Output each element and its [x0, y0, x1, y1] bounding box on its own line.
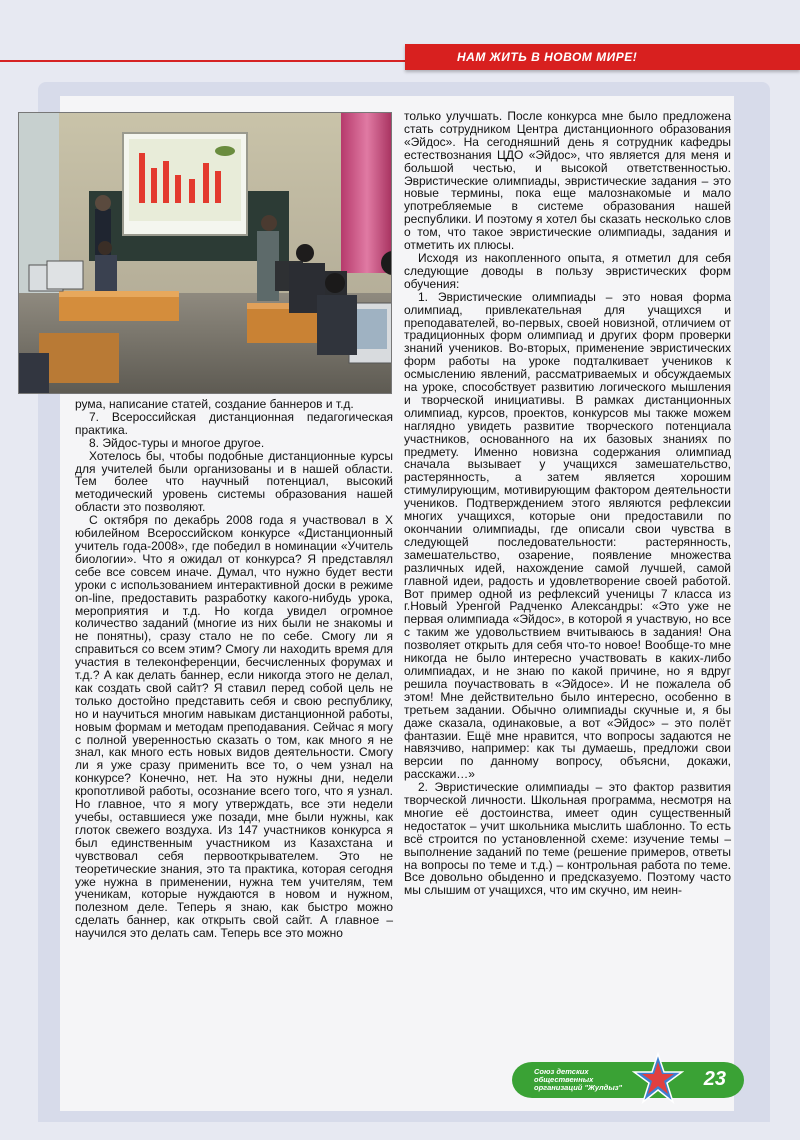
paragraph: 1. Эвристические олимпиады – это новая форма олимпиад, привлекательная для учащихся и преподавателей, во-первых, своей новизной, отличием от традиционных форм олимпиад и других форм проверки знаний учеников. Во-вторых, применение эвристических форм работы на уроке подталкивает учеников к осмыслению явлений, рассматриваемых и обсуждаемых на уроке, способствует развитию логического мышления и творческой инициативы. В рамках дистанционных олимпиад, курсов, проектов, конкурсов мы также можем наглядно увидеть развитие творческого потенциала участников, основанного на их базовых знаниях по предмету. Именно новизна содержания олимпиад сначала вызывает у учащихся замешательство, растерянность, а затем является хорошим стимулирующим, мотивирующим фактором деятельности учеников. Подтверждением этого являются рефлексии многих учащихся, которые они предоставили по окончании олимпиады, где описали свои чувства в следующей последовательности: растерянность, замешательство, озарение, появление множества различных идей, нахождение самой лучшей, самой главной идеи, радость и удовлетворение своей работой. Вот пример одной из рефлексий ученицы 7 класса из г.Новый Уренгой Радченко Александры: «Это уже не первая олимпиада «Эйдос», в которой я участвую, но все с таким же удовольствием вчитываюсь в задания! Она позволяет открыть для себя что-то новое! Вообще-то мне никогда не было интересно участвовать в каких-либо олимпиадах, и не знаю по какой причине, но я вдруг решила поучаствовать в «Эйдосе». И не пожалела об этом! Мне действительно было интересно, особенно в третьем задании. Обычно олимпиады скучные и, я бы даже сказала, одинаковые, а вот «Эйдос» – это полёт фантазии. Ещё мне нравится, что вопросы задаются не навязчиво, например: как ты думаешь, предложи свои версии по данному вопросу, объясни, докажи, расскажи…» — [404, 289, 731, 782]
paragraph: 7. Всероссийская дистанционная педагогическая практика. — [75, 409, 393, 437]
classroom-photo — [18, 112, 392, 394]
page-footer-badge — [512, 1062, 744, 1098]
section-header — [405, 44, 800, 70]
paragraph: Хотелось бы, чтобы подобные дистанционные курсы для учителей были организованы и в нашей области. Тем более что научный потенциал, высокий методический уровень системы образования нашей области это позволяют. — [75, 448, 393, 515]
star-logo-icon — [632, 1052, 684, 1104]
paragraph: 2. Эвристические олимпиады – это фактор развития творческой личности. Школьная программа, несмотря на многие её достоинства, имеет один существенный недостаток – учит школьника мыслить шаблонно. То есть всё строится по установленной схеме: изучение темы – выполнение заданий по теме (решение примеров, ответы на вопросы по теме и т.д.) – контрольная работа по теме. Все довольно обыденно и предсказуемо. Поэтому часто мы слышим от учащихся, что им скучно, им неин- — [404, 780, 731, 898]
right-column — [404, 110, 731, 897]
paragraph: Исходя из накопленного опыта, я отметил для себя следующие доводы в пользу эвристических форм обучения: — [404, 250, 731, 291]
left-column — [75, 398, 393, 940]
paragraph: рума, написание статей, создание баннеров и т.д. — [75, 397, 354, 411]
section-title: НАМ ЖИТЬ В НОВОМ МИРЕ! — [457, 50, 638, 64]
paragraph: только улучшать. После конкурса мне было предложена стать сотрудником Центра дистанционного образования «Эйдос». На сегодняшний день я сотрудник кафедры естествознания ЦДО «Эйдос», что является для меня и большой честью, и высокой ответственностью. Эвристические олимпиады, эвристические задания – это новые термины, пока еще малознакомые и мало употребляемые в системе образования нашей республики. И поэтому я хотел бы сказать несколько слов о том, что такое эвристические олимпиады, задания и отметить их плюсы. — [404, 109, 731, 253]
footer-org-name: Союз детских общественных организаций "Жулдыз" — [534, 1067, 623, 1092]
paragraph: 8. Эйдос-туры и многое другое. — [89, 435, 265, 450]
paragraph: С октября по декабрь 2008 года я участвовал в X юбилейном Всероссийском конкурсе «Дистанционный учитель года-2008», где победил в номинации «Учитель биологии». Что я ожидал от конкурса? Я представлял себе все совсем иначе. Думал, что нужно будет вести уроки с использованием интерактивной доски в режиме on-line, предоставить разработку какого-нибудь урока, мероприятия и т.д. Но когда увидел огромное количество заданий (многие из них были не знакомы и не понятны), сразу стало не по себе. Смогу ли я справиться со всем этим? Смогу ли находить время для участия в телеконференции, бесчисленных форумах и т.д.? А как делать баннер, если никогда этого не делал, как создать свой сайт? Я ставил перед собой цель не только достойно представить себя и свою республику, но и научиться многим навыкам дистанционной работы, новым формам и методам преподавания. Сейчас я могу с полной уверенностью сказать о том, как много я не знал, как много есть новых видов деятельности. Смогу ли я уже сразу применить все то, о чем узнал на конкурсе? Конечно, нет. На это нужны дни, недели кропотливой работы, осознание всего того, что я узнал. Но главное, что я могу утверждать, все эти недели учебы, оставшиеся уже позади, мне были нужны, как глоток свежего воздуха. Из 147 участников конкурса я был единственным участником из Казахстана и чувствовал себя первооткрывателем. Это не теоретические знания, это та практика, которая сегодня уже нужна в применении, нужна тем учителям, тем ученикам, которые нуждаются в новом и нужном, полезном деле. Теперь я знаю, как быстро можно сделать баннер, как открыть свой сайт. А главное – научился это делать сам. Теперь все это можно — [75, 513, 393, 941]
page-number: 23 — [703, 1068, 726, 1090]
classroom-photo-image — [19, 113, 392, 394]
